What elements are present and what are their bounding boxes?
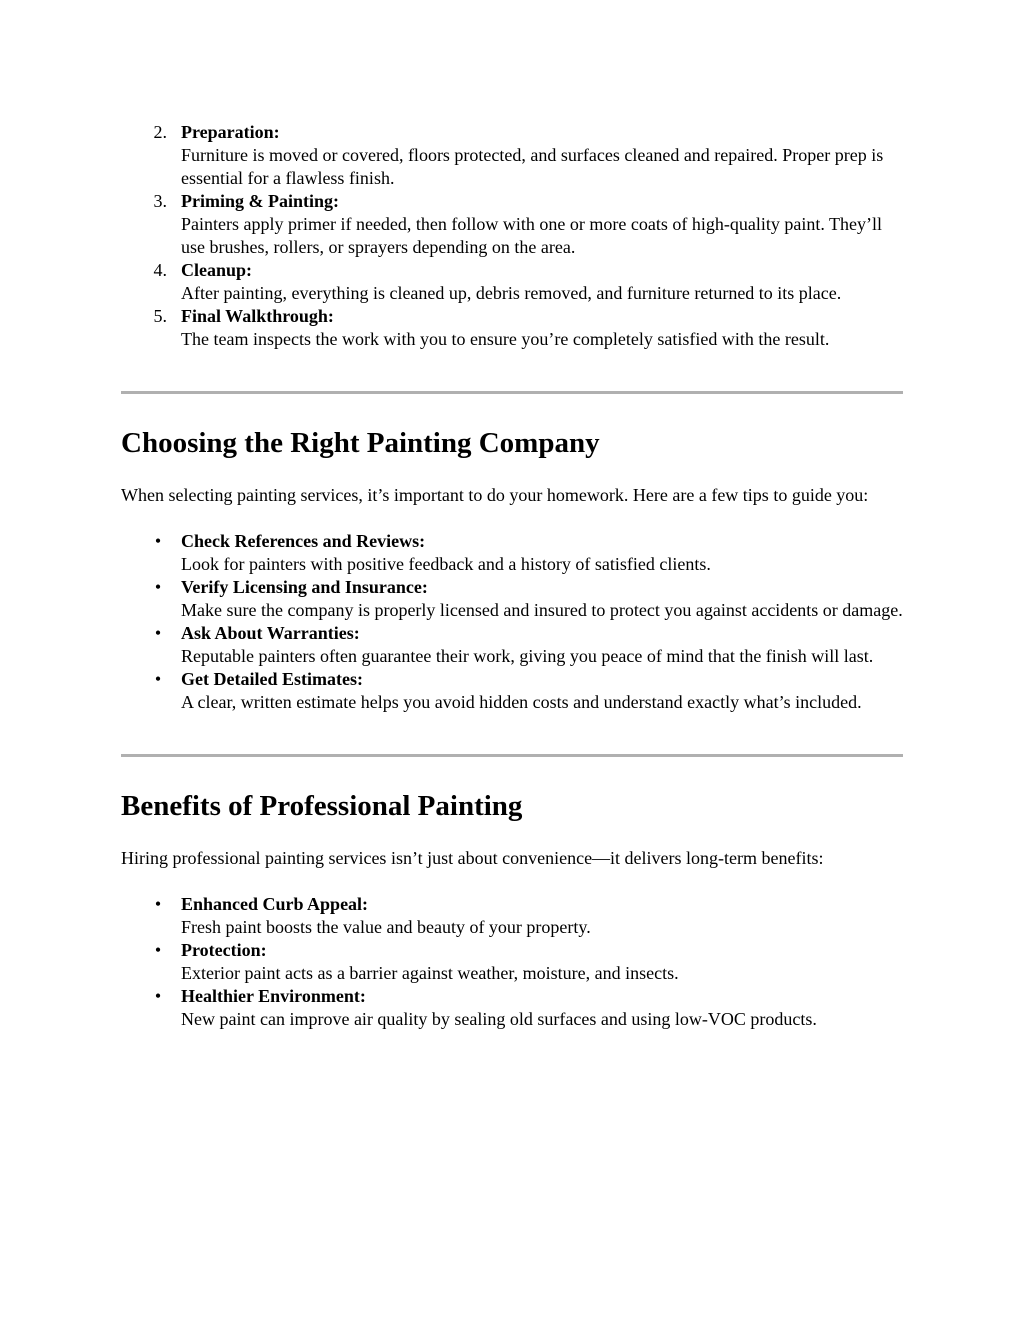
benefit-description: Fresh paint boosts the value and beauty of your property. xyxy=(181,917,591,937)
list-item-step xyxy=(121,259,903,305)
list-item-step xyxy=(121,190,903,259)
tip-title: Verify Licensing and Insurance: xyxy=(181,577,428,597)
step-description: Painters apply primer if needed, then follow with one or more coats of high-quality paint. They’ll use brushes, rollers, or sprayers depending on the area. xyxy=(181,214,882,257)
bullet-icon: • xyxy=(154,940,162,960)
section-heading-benefits: Benefits of Professional Painting xyxy=(121,790,523,822)
benefit-title: Protection: xyxy=(181,940,267,960)
step-title: Cleanup: xyxy=(181,260,253,280)
list-item-tip xyxy=(121,622,903,668)
section-divider xyxy=(121,391,903,394)
benefit-title: Healthier Environment: xyxy=(181,986,366,1006)
bullet-icon: • xyxy=(154,986,162,1006)
step-number: 3. xyxy=(153,191,167,211)
tip-description: Reputable painters often guarantee their work, giving you peace of mind that the finish will last. xyxy=(181,646,874,666)
tip-description: Make sure the company is properly licensed and insured to protect you against accidents or damage. xyxy=(181,600,903,620)
benefits-intro-paragraph: Hiring professional painting services isn’t just about convenience—it delivers long-term benefits: xyxy=(121,848,824,868)
bullet-icon: • xyxy=(154,669,162,689)
list-item-benefit xyxy=(121,985,903,1031)
choosing-intro-paragraph: When selecting painting services, it’s important to do your homework. Here are a few tips to guide you: xyxy=(121,485,869,505)
process-steps-list xyxy=(121,121,903,351)
list-item-step xyxy=(121,121,903,190)
list-item-benefit xyxy=(121,893,903,939)
benefits-list xyxy=(121,893,903,1031)
step-title: Preparation: xyxy=(181,122,280,142)
choosing-tips-list xyxy=(121,530,903,714)
bullet-icon: • xyxy=(154,577,162,597)
step-description: The team inspects the work with you to ensure you’re completely satisfied with the result. xyxy=(181,329,830,349)
step-title: Final Walkthrough: xyxy=(181,306,334,326)
step-title: Priming & Painting: xyxy=(181,191,339,211)
tip-description: Look for painters with positive feedback and a history of satisfied clients. xyxy=(181,554,711,574)
step-number: 2. xyxy=(153,122,167,142)
step-description: After painting, everything is cleaned up, debris removed, and furniture returned to its place. xyxy=(181,283,842,303)
list-item-tip xyxy=(121,576,903,622)
list-item-step xyxy=(121,305,903,351)
tip-title: Get Detailed Estimates: xyxy=(181,669,363,689)
bullet-icon: • xyxy=(154,531,162,551)
benefit-title: Enhanced Curb Appeal: xyxy=(181,894,369,914)
bullet-icon: • xyxy=(154,894,162,914)
step-description: Furniture is moved or covered, floors protected, and surfaces cleaned and repaired. Proper prep is essential for a flawless finish. xyxy=(181,145,884,188)
benefit-description: New paint can improve air quality by sealing old surfaces and using low-VOC products. xyxy=(181,1009,817,1029)
list-item-benefit xyxy=(121,939,903,985)
document-page xyxy=(121,121,903,1031)
section-divider xyxy=(121,754,903,757)
tip-description: A clear, written estimate helps you avoid hidden costs and understand exactly what’s included. xyxy=(181,692,862,712)
benefit-description: Exterior paint acts as a barrier against weather, moisture, and insects. xyxy=(181,963,679,983)
tip-title: Check References and Reviews: xyxy=(181,531,426,551)
list-item-tip xyxy=(121,668,903,714)
step-number: 4. xyxy=(153,260,167,280)
section-heading-choosing: Choosing the Right Painting Company xyxy=(121,427,600,459)
step-number: 5. xyxy=(153,306,167,326)
bullet-icon: • xyxy=(154,623,162,643)
list-item-tip xyxy=(121,530,903,576)
tip-title: Ask About Warranties: xyxy=(181,623,360,643)
